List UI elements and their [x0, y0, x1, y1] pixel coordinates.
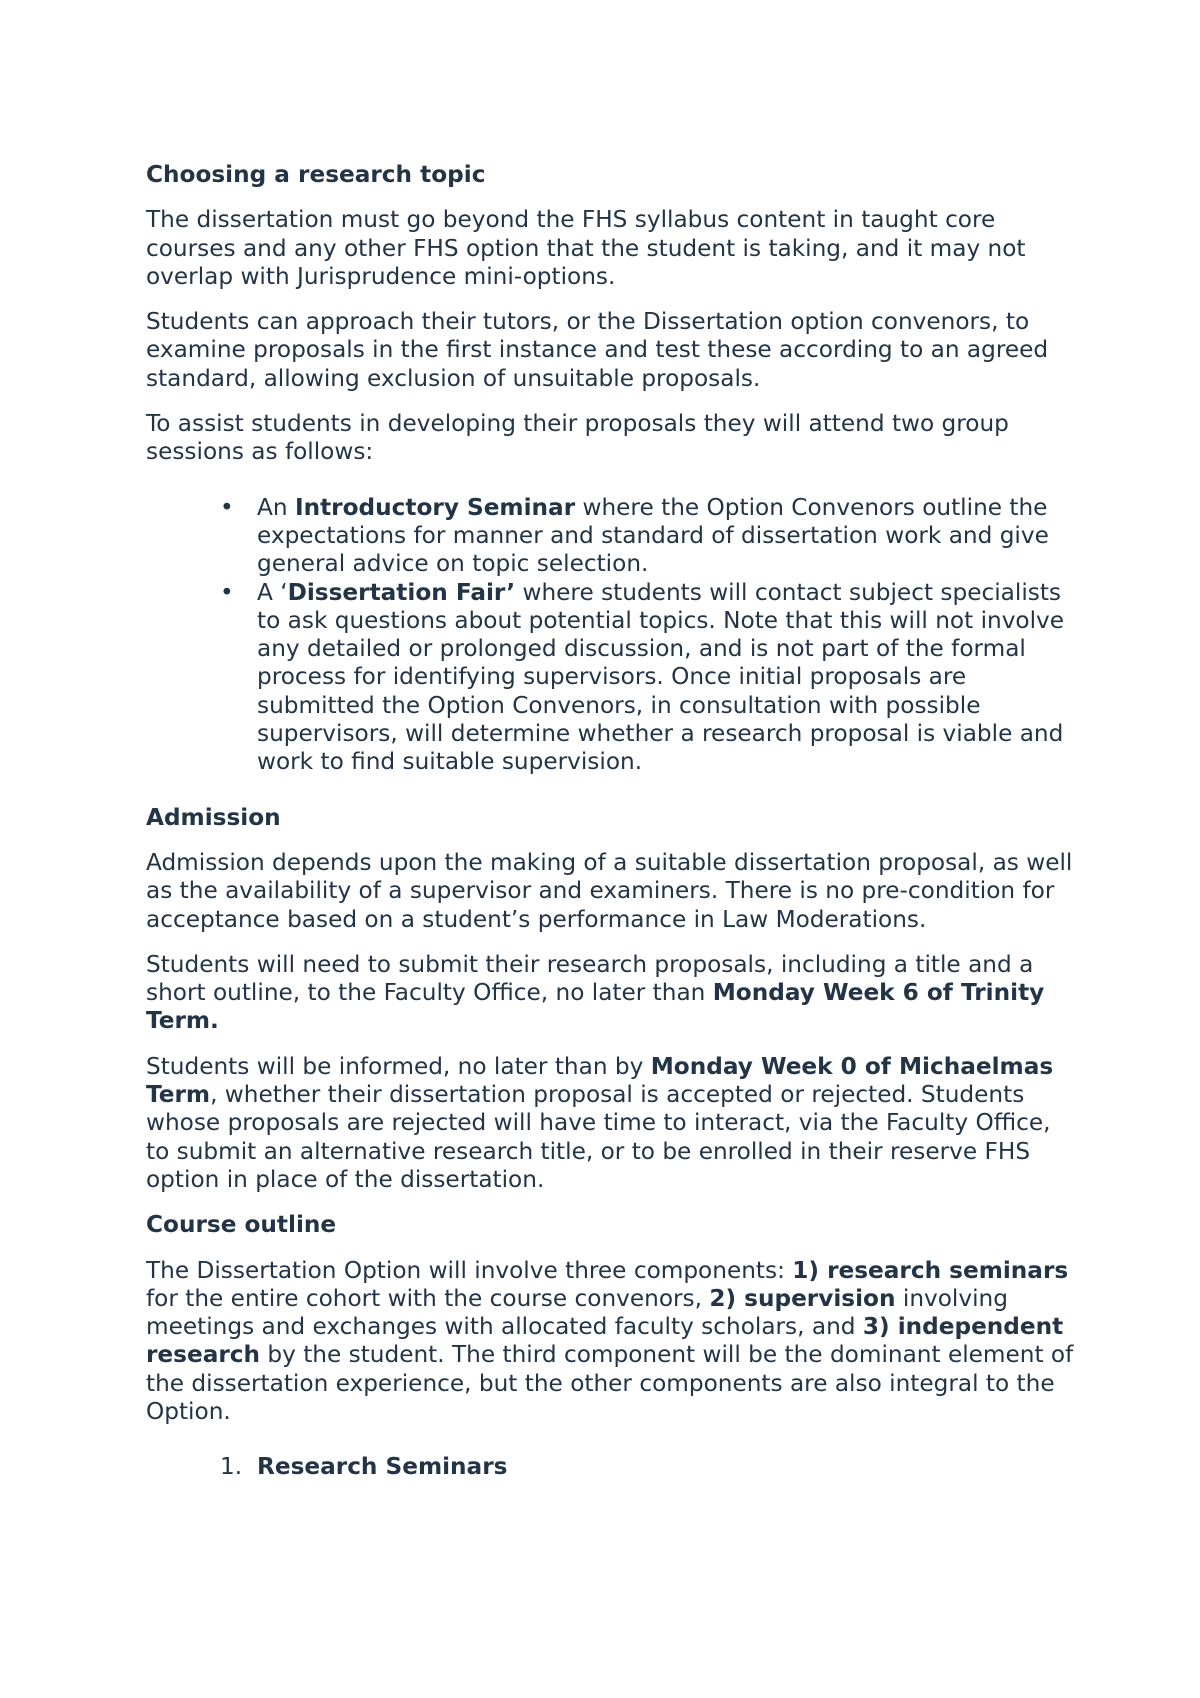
bullet-text: where the Option Convenors outline the expectations for manner and standard of dissertation work and give general advice on topic selection. — [257, 493, 1049, 578]
text-segment: involving meetings and exchanges with allocated faculty scholars, and — [146, 1284, 1008, 1341]
heading-choosing-topic: Choosing a research topic — [146, 161, 486, 188]
bullet-text: where students will contact subject specialists to ask questions about potential topics. Note that this will not involve any detailed or prolonged discussion, and is not part of the formal process for identifying supervisors. Once initial proposals are submitted the Option Convenors, in consultation with possible supervisors, will determine whether a research proposal is viable and work to find suitable supervision. — [257, 578, 1065, 776]
paragraph-syllabus: The dissertation must go beyond the FHS syllabus content in taught core courses and any other FHS option that the student is taking, and it may not overlap with Jurisprudence mini-options. — [146, 206, 1026, 290]
bullet-lead: An — [257, 493, 295, 521]
heading-admission: Admission — [146, 803, 281, 831]
list-item-introductory-seminar — [220, 493, 1076, 579]
component-research-seminars: 1) research seminars — [792, 1256, 1069, 1284]
paragraph-tutors: Students can approach their tutors, or the Dissertation option convenors, to examine proposals in the first instance and test these according to an agreed standard, allowing exclusion of unsuitable proposals. — [146, 308, 1049, 392]
bullet-icon: • — [220, 493, 234, 521]
sessions-list — [146, 494, 1076, 777]
course-components-list — [146, 1453, 1076, 1481]
bullet-icon: • — [220, 578, 234, 606]
bullet-bold-term: Dissertation Fair’ — [287, 578, 516, 606]
deadline-michaelmas: Monday Week 0 of Michaelmas Term — [146, 1052, 1054, 1109]
deadline-trinity: Monday Week 6 of Trinity Term. — [146, 979, 1045, 1035]
text-segment: for the entire cohort with the course convenors, — [146, 1284, 710, 1312]
component-independent-research: 3) independent research — [146, 1313, 1064, 1369]
list-item-dissertation-fair — [220, 578, 1076, 777]
heading-course-outline: Course outline — [146, 1211, 337, 1239]
list-number: 1. — [220, 1453, 243, 1481]
text-segment: by the student. The third component will be the dominant element of the dissertation experience, but the other components are also integral to the Option. — [146, 1341, 1074, 1425]
paragraph-components — [146, 1257, 1076, 1427]
text-after: , whether their dissertation proposal is accepted or rejected. Students whose proposals are rejected will have time to interact, via the Faculty Office, to submit an alternative research title, or to be enrolled in their reserve FHS option in place of the dissertation. — [146, 1081, 1051, 1193]
text-before: Students will need to submit their research proposals, including a title and a short outline, to the Faculty Office, no later than — [146, 950, 1034, 1007]
text-before: Students will be informed, no later than by — [146, 1052, 651, 1080]
bullet-lead: A ‘ — [257, 578, 288, 606]
paragraph-group-sessions: To assist students in developing their proposals they will attend two group sessions as follows: — [146, 410, 1009, 466]
component-supervision: 2) supervision — [709, 1284, 896, 1312]
text-segment: The Dissertation Option will involve three components: — [146, 1256, 793, 1284]
document-body — [146, 161, 1076, 1482]
paragraph-informed — [146, 1053, 1076, 1194]
paragraph-submit-proposals — [146, 951, 1076, 1036]
paragraph-admission-depends: Admission depends upon the making of a suitable dissertation proposal, as well as the availability of a supervisor and examiners. There is no pre-condition for acceptance based on a student’s performance in Law Moderations. — [146, 848, 1073, 933]
bullet-bold-term: Introductory Seminar — [294, 493, 576, 521]
list-item-research-seminars — [220, 1453, 1076, 1481]
list-label: Research Seminars — [257, 1453, 508, 1481]
